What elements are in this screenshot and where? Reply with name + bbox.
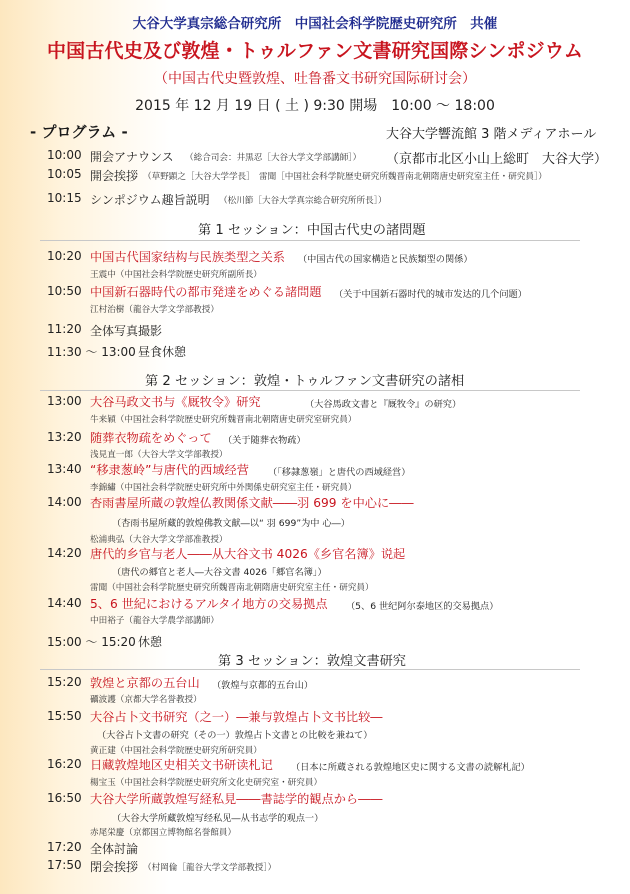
talk-time: 13:20 [47,430,82,444]
session-heading: 第 3 セッション：敦煌文書研究 [218,654,406,669]
talk-title-note: （「移隷葱嶺」と唐代の西域経営） [268,467,411,478]
talk-time: 13:40 [47,462,82,476]
talk-speaker: 江村治樹（龍谷大学文学部教授） [90,305,219,315]
opening-note: （草野顕之［大谷大学学長］ 雷聞［中国社会科学院歴史研究所魏晋南北朝隋唐史研究室主任・研究員］） [143,172,547,182]
opening-text: 開会アナウンス [90,150,174,164]
talk-cn-line: （杏雨书屋所藏的敦煌佛教文献―以“ 羽 699”为中 心―） [112,518,350,529]
break-text: 昼食休憩 [138,345,187,359]
talk-speaker: 黄正建（中国社会科学院歴史研究所研究員） [90,746,262,756]
closing-text: 閉会挨拶 [90,860,139,874]
talk-time: 15:20 [47,675,82,689]
talk-title: 唐代的乡官与老人――从大谷文书 4026《乡官名簿》说起 [90,547,406,561]
talk-speaker: 赤尾栄慶（京都国立博物館名誉館員） [90,828,237,838]
session-heading: 第 1 セッション：中国古代史の諸問題 [198,223,426,238]
talk-time: 16:50 [47,791,82,805]
talk-time: 10:20 [47,249,82,263]
venue-address: （京都市北区小山上総町 大谷大学） [386,152,608,167]
talk-time: 13:00 [47,394,82,408]
closing-note: （村岡倫［龍谷大学文学部教授］） [143,863,277,873]
opening-time: 10:05 [47,167,82,181]
break-time: 15:00 〜 15:20 [47,635,136,649]
break-text: 休憩 [138,635,163,649]
session-heading: 第 2 セッション：敦煌・トゥルファン文書研究の諸相 [145,374,465,389]
opening-time: 10:15 [47,191,82,205]
talk-title-note: （中国古代の国家構造と民族類型の関係） [298,254,473,265]
talk-cn-line: （大谷占卜文書の研究（その一）敦煌占卜文書との比較を兼ねて） [97,730,373,741]
organizers-line: 大谷大学真宗総合研究所 中国社会科学院歴史研究所 共催 [132,16,498,32]
talk-time: 16:20 [47,757,82,771]
talk-title: 5、6 世紀におけるアルタイ地方の交易拠点 [90,597,328,611]
talk-title: 杏雨書屋所蔵の敦煌仏教関係文献――羽 699 を中心に―― [90,496,414,510]
symposium-subtitle-cn: （中国古代史暨敦煌、吐鲁番文书研究国际研讨会） [154,71,476,87]
divider [40,240,580,241]
talk-title: “移隶葱岭”与唐代的西域经营 [90,463,249,477]
talk-cn-line: （唐代の郷官と老人―大谷文書 4026「郷官名簿」） [112,567,327,578]
talk-title-note: （关于中国新石器时代的城市发达的几个问题） [334,289,527,300]
talk-title: 中国新石器時代の都市発達をめぐる諸問題 [90,285,322,299]
talk-speaker: 松浦典弘（大谷大学文学部准教授） [90,535,228,545]
opening-text: シンポジウム趣旨説明 [90,193,210,207]
event-date: 2015 年 12 月 19 日 ( 土 ) 9:30 開場 10:00 〜 18:00 [135,98,495,114]
talk-speaker: 中田裕子（龍谷大学農学部講師） [90,616,219,626]
talk-time: 15:50 [47,709,82,723]
talk-cn-line: （大谷大学所藏敦煌写经私见―从书志学的观点一） [112,813,324,824]
venue-hall: 大谷大学響流館 3 階メディアホール [386,127,597,142]
talk-time: 14:00 [47,495,82,509]
talk-speaker: 礪波護（京都大学名誉教授） [90,695,202,705]
talk-speaker: 楊宝玉（中国社会科学院歴史研究所文化史研究室・研究員） [90,778,323,788]
talk-title: 随葬衣物疏をめぐって [90,431,212,445]
talk-title-note: （大谷馬政文書と『厩牧令』の研究） [305,399,462,410]
talk-time: 14:20 [47,546,82,560]
closing-time: 17:20 [47,840,82,854]
talk-time: 10:50 [47,284,82,298]
break-time: 11:30 〜 13:00 [47,345,136,359]
talk-title: 敦煌と京都の五台山 [90,676,200,690]
talk-title-note: （5、6 世纪阿尔泰地区的交易拠点） [346,601,499,612]
break-time: 11:20 [47,322,82,336]
opening-note: （総合司会：井黒忍［大谷大学文学部講師］） [185,153,362,163]
talk-title: 大谷马政文书与《厩牧令》研究 [90,395,261,409]
talk-time: 14:40 [47,596,82,610]
symposium-title: 中国古代史及び敦煌・トゥルファン文書研究国際シンポジウム [46,40,584,62]
talk-title: 大谷大学所蔵敦煌写経私見――書誌学的観点から―― [90,792,383,806]
talk-title-note: （关于随葬衣物疏） [223,435,306,446]
talk-title-note: （日本に所蔵される敦煌地区史に関する文書の読解札記） [291,762,530,773]
divider [40,669,580,670]
closing-text: 全体討論 [90,842,139,856]
opening-text: 開会挨拶 [90,169,139,183]
talk-title: 大谷占卜文书研究（之一）―兼与敦煌占卜文书比较― [90,710,383,724]
talk-speaker: 王震中（中国社会科学院歴史研究所副所長） [90,270,262,280]
talk-title-note: （敦煌与京都的五台山） [212,680,314,691]
divider [40,390,580,391]
opening-time: 10:00 [47,148,82,162]
break-text: 全体写真撮影 [90,324,163,338]
talk-speaker: 牛来穎（中国社会科学院歴史研究所魏晋南北朝隋唐史研究室研究員） [90,415,357,425]
talk-speaker: 李錦繡（中国社会科学院歴史研究所中外関係史研究室主任・研究員） [90,483,357,493]
opening-note: （松川節［大谷大学真宗総合研究所所長］） [219,196,387,206]
program-heading: - プログラム - [30,123,128,141]
talk-title: 日藏敦煌地区史相关文书研读札记 [90,758,273,772]
talk-speaker: 浅見直一郎（大谷大学文学部教授） [90,450,228,460]
talk-title: 中国古代国家结构与民族类型之关系 [90,250,285,264]
closing-time: 17:50 [47,858,82,872]
talk-speaker: 雷聞（中国社会科学院歴史研究所魏晋南北朝隋唐史研究室主任・研究員） [90,583,374,593]
